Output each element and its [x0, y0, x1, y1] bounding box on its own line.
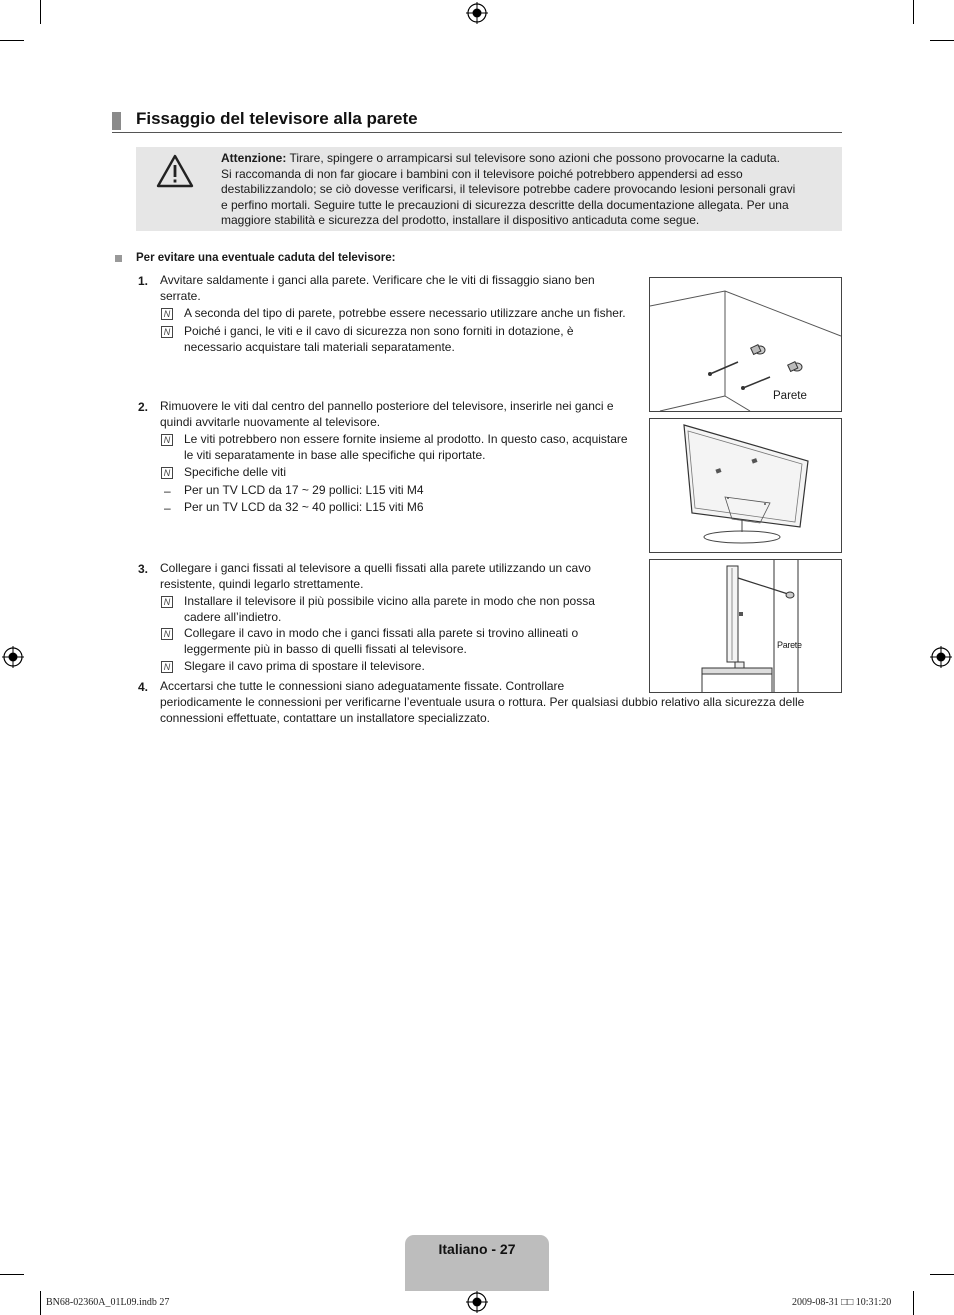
- note-text: [184, 432, 644, 464]
- note-icon: N: [161, 628, 173, 640]
- warning-triangle-icon: [155, 153, 195, 189]
- crop-mark: [0, 1274, 24, 1275]
- warning-box: [136, 147, 842, 231]
- wall-hook-icon: [786, 592, 794, 598]
- note-line: cadere all’indietro.: [184, 609, 282, 624]
- spec-dash: –: [164, 484, 171, 498]
- step-text: [160, 561, 640, 593]
- step-line: connessioni effettuate, contattare un installatore specializzato.: [160, 710, 490, 725]
- spec-dash: –: [164, 501, 171, 515]
- step-number: 4.: [138, 680, 149, 694]
- wall-label: Parete: [777, 640, 802, 650]
- step-text: [160, 273, 640, 305]
- tv-side-illustration: [650, 560, 841, 692]
- registration-mark-icon: [930, 646, 952, 668]
- note-icon: N: [161, 308, 173, 320]
- note-text: [184, 659, 644, 675]
- note-line: Le viti potrebbero non essere fornite insieme al prodotto. In questo caso, acquistare: [184, 432, 628, 446]
- page-number-tab: [405, 1235, 549, 1291]
- note-icon: N: [161, 326, 173, 338]
- step-line: Accertarsi che tutte le connessioni siano adeguatamente fissate. Controllare: [160, 679, 565, 693]
- intro-text: Per evitare una eventuale caduta del televisore:: [136, 252, 396, 264]
- crop-mark: [0, 40, 24, 41]
- step-line: periodicamente le connessioni per verificarne l’eventuale usura o rottura. Per qualsiasi dubbio relativo alla sicurezza delle: [160, 694, 805, 709]
- tv-side-figure: [649, 559, 842, 693]
- note-line: Slegare il cavo prima di spostare il televisore.: [184, 659, 425, 673]
- bullet-square-icon: [115, 255, 122, 262]
- step-line: Rimuovere le viti dal centro del pannello posteriore del televisore, inserirle nei ganci e: [160, 399, 614, 413]
- step-number: 3.: [138, 562, 149, 576]
- page-title: Fissaggio del televisore alla parete: [136, 109, 418, 128]
- registration-mark-icon: [466, 1291, 488, 1313]
- spec-item: Per un TV LCD da 32 ~ 40 pollici: L15 viti M6: [184, 500, 424, 514]
- note-line: le viti separatamente in base alle specifiche qui riportate.: [184, 447, 486, 462]
- registration-mark-icon: [466, 2, 488, 24]
- note-line: A seconda del tipo di parete, potrebbe essere necessario utilizzare anche un fisher.: [184, 306, 626, 320]
- note-text: [184, 324, 644, 356]
- file-slug: BN68-02360A_01L09.indb 27: [46, 1297, 170, 1308]
- step-text: [160, 399, 640, 431]
- note-line: Specifiche delle viti: [184, 465, 287, 479]
- step-line: Collegare i ganci fissati al televisore a quelli fissati alla parete utilizzando un cavo: [160, 561, 591, 575]
- note-line: leggermente più in basso di quelli fissati al televisore.: [184, 641, 467, 656]
- warning-line: e perfino mortali. Seguire tutte le precauzioni di sicurezza descritte della documentazione allegata. Per una: [221, 197, 789, 212]
- note-icon: N: [161, 434, 173, 446]
- step-line: quindi avvitarle nuovamente al televisore.: [160, 414, 381, 429]
- wall-hooks-figure: [649, 277, 842, 412]
- note-line: Installare il televisore il più possibile vicino alla parete in modo che non possa: [184, 594, 595, 608]
- crop-mark: [930, 40, 954, 41]
- crop-mark: [913, 1291, 914, 1315]
- note-icon: N: [161, 596, 173, 608]
- note-icon: N: [161, 661, 173, 673]
- note-icon: N: [161, 467, 173, 479]
- warning-line: maggiore stabilità e sicurezza del prodotto, installare il dispositivo anticaduta come segue.: [221, 213, 700, 228]
- step-line: resistente, quindi legarlo strettamente.: [160, 576, 364, 591]
- warning-line: Tirare, spingere o arrampicarsi sul televisore sono azioni che possono provocarne la caduta.: [286, 151, 780, 165]
- timestamp-slug: 2009-08-31 □□ 10:31:20: [792, 1297, 892, 1308]
- note-text: [184, 594, 644, 626]
- step-line: Avvitare saldamente i ganci alla parete. Verificare che le viti di fissaggio siano ben: [160, 273, 595, 287]
- step-number: 1.: [138, 274, 149, 288]
- note-text: [184, 306, 644, 322]
- wall-label: Parete: [773, 390, 807, 402]
- note-line: Collegare il cavo in modo che i ganci fissati alla parete si trovino allineati o: [184, 626, 579, 640]
- note-text: [184, 626, 644, 658]
- registration-mark-icon: [2, 646, 24, 668]
- crop-mark: [913, 0, 914, 24]
- spec-item: Per un TV LCD da 17 ~ 29 pollici: L15 viti M4: [184, 483, 424, 497]
- crop-mark: [40, 1291, 41, 1315]
- crop-mark: [930, 1274, 954, 1275]
- note-line: necessario acquistare tali materiali separatamente.: [184, 339, 455, 354]
- warning-line: Si raccomanda di non far giocare i bambini con il televisore poiché potrebbero appendersi ad esso: [221, 166, 743, 181]
- step-number: 2.: [138, 400, 149, 414]
- note-text: [184, 465, 644, 481]
- wall-corner-illustration: [650, 278, 841, 411]
- page-number: Italiano - 27: [438, 1241, 516, 1257]
- wall-hook-icon: [741, 362, 802, 390]
- warning-text: [221, 151, 821, 229]
- wall-hook-icon: [708, 345, 765, 376]
- note-line: Poiché i ganci, le viti e il cavo di sicurezza non sono forniti in dotazione, è: [184, 324, 574, 338]
- tv-back-illustration: [650, 419, 841, 552]
- step-line: serrate.: [160, 288, 201, 303]
- title-bar-marker: [112, 112, 121, 130]
- warning-label: Attenzione:: [221, 151, 287, 165]
- crop-mark: [40, 0, 41, 24]
- tv-back-figure: [649, 418, 842, 553]
- section-title: [112, 108, 842, 133]
- warning-line: destabilizzandolo; se ciò dovesse verificarsi, il televisore potrebbe cadere provocando lesioni personali gravi: [221, 182, 796, 197]
